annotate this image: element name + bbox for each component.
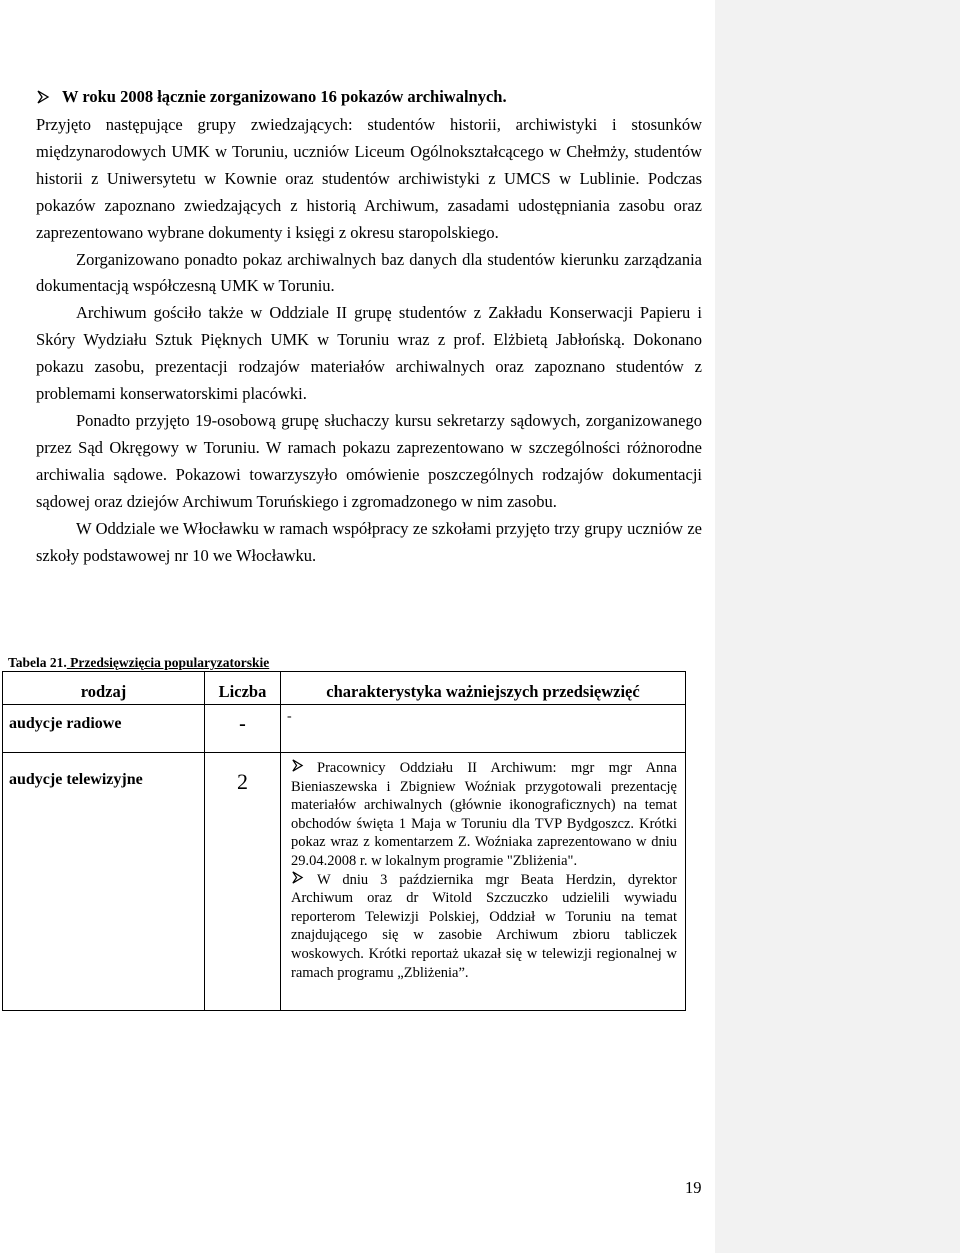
paragraph: W Oddziale we Włocławku w ramach współpracy ze szkołami przyjęto trzy grupy uczniów ze szkoły podstawowej nr 10 we Włocławku.	[36, 518, 702, 565]
comment-margin-pane	[715, 0, 960, 1253]
paragraph: Ponadto przyjęto 19-osobową grupę słuchaczy kursu sekretarzy sądowych, zorganizowanego przez Sąd Okręgowy w Toruniu. W ramach pokazu zaprezentowano w szczególności różnorodne archiwalia sądowe. Pokazowi towarzyszyło omówienie poszczególnych rodzajów dokumentacji sądowej oraz dziejów Archiwum Toruńskiego i zgromadzonego w nim zasobu.	[36, 410, 702, 511]
column-header-count: Liczba	[205, 672, 281, 705]
arrow-bullet-icon	[291, 759, 317, 778]
paragraph: Zorganizowano ponadto pokaz archiwalnych baz danych dla studentów kierunku zarządzania dokumentacją współczesną UMK w Toruniu.	[36, 249, 702, 296]
table-row	[3, 705, 686, 753]
summary-bullet	[36, 84, 702, 112]
row-type: audycje telewizyjne	[3, 753, 205, 1011]
row-type: audycje radiowe	[3, 705, 205, 753]
table-row	[3, 753, 686, 1011]
detail-item: W dniu 3 października mgr Beata Herdzin, dyrektor Archiwum oraz dr Witold Szczuczko udzielili wywiadu reporterom Telewizji Polskiej, Oddział w Toruniu na temat znajdującego się w zasobie Archiwum zbioru tabliczek woskowych. Krótki reportaż ukazał się w telewizji regionalnej w ramach programu „Zbliżenia”.	[291, 871, 677, 981]
document-body	[36, 84, 702, 569]
table-caption	[8, 655, 269, 671]
arrow-bullet-icon	[36, 84, 62, 112]
row-count: -	[205, 705, 281, 753]
row-details: -	[281, 705, 686, 753]
paragraph: Przyjęto następujące grupy zwiedzających: studentów historii, archiwistyki i stosunków międzynarodowych UMK w Toruniu, uczniów Liceum Ogólnokształcącego w Chełmży, studentów historii z Uniwersytetu w Kownie oraz studentów archiwistyki z UMCS w Lublinie. Podczas pokazów zapoznano zwiedzających z historią Archiwum, zasadami udostępniania zasobu oraz zaprezentowano wybrane dokumenty i księgi z okresu staropolskiego.	[36, 115, 702, 242]
row-details	[281, 753, 686, 1011]
arrow-bullet-icon	[291, 871, 317, 890]
column-header-type: rodzaj	[3, 672, 205, 705]
summary-headline: W roku 2008 łącznie zorganizowano 16 pokazów archiwalnych.	[62, 87, 507, 106]
table-caption-label: Tabela 21.	[8, 655, 67, 670]
page-number: 19	[685, 1178, 702, 1197]
table-header-row	[3, 672, 686, 705]
detail-item: Pracownicy Oddziału II Archiwum: mgr mgr Anna Bieniaszewska i Zbigniew Woźniak przygotowali prezentację materiałów archiwalnych (głównie ikonograficznych) na temat obchodów święta 1 Maja w Toruniu dla TVP Bydgoszcz. Krótki pokaz wraz z komentarzem Z. Woźniaka zaprezentowano w dniu 29.04.2008 r. w lokalnym programie "Zbliżenia".	[291, 760, 677, 869]
popularization-table	[2, 671, 686, 1011]
column-header-details: charakterystyka ważniejszych przedsięwzięć	[281, 672, 686, 705]
row-count: 2	[205, 753, 281, 1011]
table-caption-title: Przedsięwzięcia popularyzatorskie	[66, 655, 270, 670]
paragraph: Archiwum gościło także w Oddziale II grupę studentów z Zakładu Konserwacji Papieru i Skóry Wydziału Sztuk Pięknych UMK w Toruniu wraz z prof. Elżbietą Jabłońską. Dokonano pokazu zasobu, prezentacji rodzajów materiałów archiwalnych oraz zapoznano studentów z problemami konserwatorskimi placówki.	[36, 303, 702, 404]
